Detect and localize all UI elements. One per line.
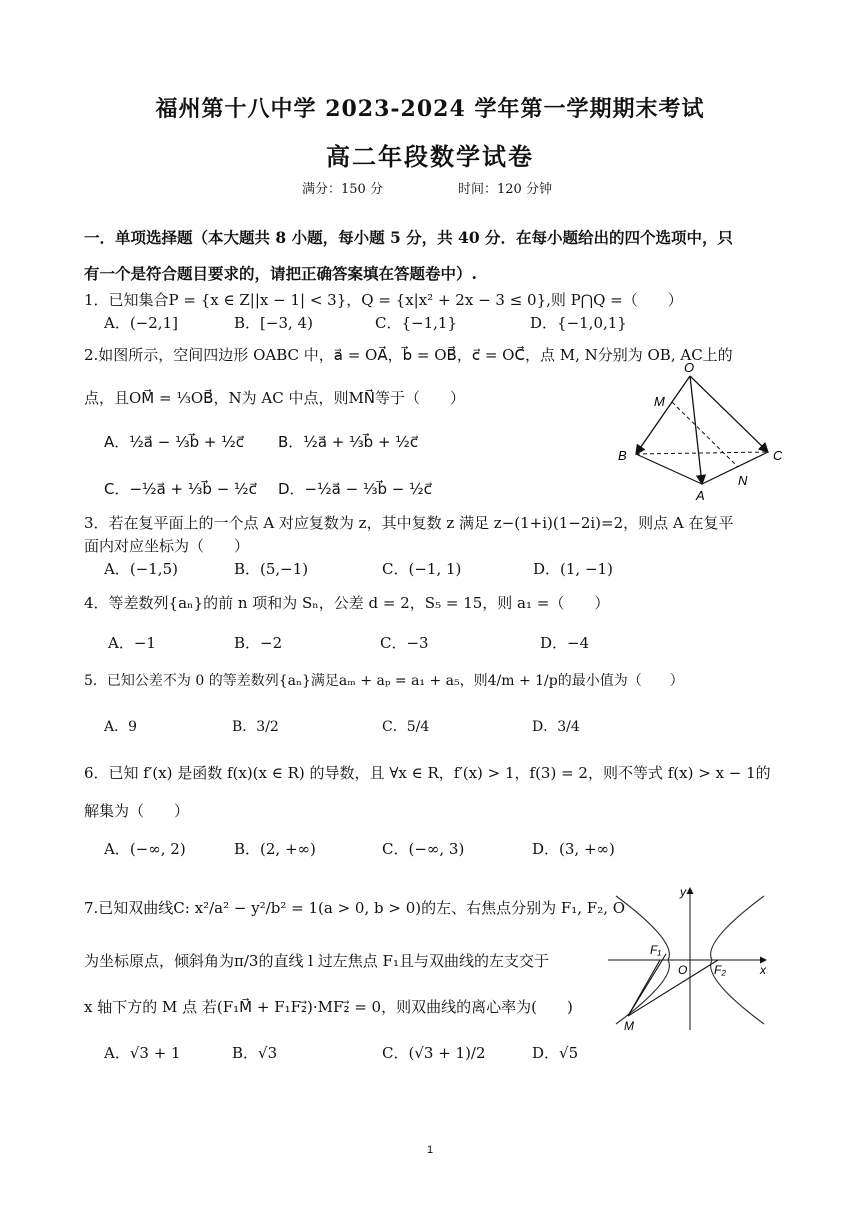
q7-option-d: D．√5 [532, 1044, 579, 1062]
q3-stem-line1: 3．若在复平面上的一个点 A 对应复数为 z，其中复数 z 满足 z−(1+i)(1−2i)=2，则点 A 在复平 [84, 514, 734, 532]
q4-option-a: A．−1 [108, 634, 156, 652]
segment-mf1 [628, 960, 660, 1016]
section-heading-line1: 一．单项选择题（本大题共 8 小题，每小题 5 分，共 40 分．在每小题给出的四个选项中，只 [84, 228, 734, 247]
q4-stem: 4．等差数列{aₙ}的前 n 项和为 Sₙ，公差 d = 2，S₅ = 15，则 a₁ =（ ） [84, 594, 610, 612]
q7-option-c: C．(√3 + 1)/2 [382, 1044, 486, 1062]
q3-option-d: D．(1, −1) [533, 560, 613, 578]
q2-stem-line2: 点，且OM⃗ = ⅓OB⃗，N为 AC 中点，则MN⃗等于（ ） [84, 389, 466, 407]
q3-option-c: C．(−1, 1) [382, 560, 462, 578]
exam-time: 时间：120 分钟 [458, 182, 552, 197]
edge-ac [702, 452, 768, 484]
q5-option-c: C．5/4 [382, 719, 430, 735]
label-x: x [760, 963, 766, 977]
q1-stem: 1．已知集合P = {x ∈ Z||x − 1| < 3}，Q = {x|x² + 2x − 3 ≤ 0},则 P⋂Q =（ ） [84, 291, 683, 309]
page-number: 1 [426, 1144, 434, 1156]
q5-option-d: D．3/4 [532, 719, 580, 735]
exam-subtitle: 高二年段数学试卷 [326, 142, 534, 171]
q6-stem-line2: 解集为（ ） [84, 802, 190, 820]
q5-option-a: A．9 [104, 719, 138, 735]
label-o: O [684, 360, 695, 375]
edge-ob [636, 376, 690, 454]
label-origin: O [678, 963, 688, 977]
full-score: 满分：150 分 [302, 182, 383, 197]
edge-oc [690, 376, 768, 452]
segment-mf2 [628, 960, 718, 1016]
q7-stem-line3: x 轴下方的 M 点 若(F₁M⃗ + F₁F₂⃗)·MF₂⃗ = 0，则双曲线的离心率为( ) [84, 998, 573, 1016]
q2-option-b: B．½a⃗ + ⅓b⃗ + ½c⃗ [278, 433, 419, 451]
label-b: B [618, 448, 627, 463]
label-y: y [680, 885, 686, 899]
label-f1: F₁ [650, 943, 662, 957]
q7-hyperbola-figure [608, 882, 778, 1032]
q1-option-a: A．(−2,1] [104, 314, 178, 332]
q5-option-b: B．3/2 [232, 719, 279, 735]
segment-mn-hidden [672, 402, 738, 467]
q7-option-a: A．√3 + 1 [104, 1044, 181, 1062]
edge-ba [636, 454, 702, 484]
section-heading-line2: 有一个是符合题目要求的，请把正确答案填在答题卷中）. [84, 264, 477, 283]
q2-option-c: C．−½a⃗ + ⅓b⃗ − ½c⃗ [104, 480, 257, 498]
label-f2: F₂ [714, 963, 726, 977]
label-a: A [696, 488, 705, 503]
edge-bc-hidden [636, 452, 768, 454]
q3-option-a: A．(−1,5) [104, 560, 178, 578]
q7-option-b: B．√3 [232, 1044, 278, 1062]
q3-stem-line2: 面内对应坐标为（ ） [84, 537, 250, 555]
label-c: C [773, 448, 783, 463]
q6-option-c: C．(−∞, 3) [382, 840, 465, 858]
edge-oa [690, 376, 702, 484]
q7-stem-line1: 7.已知双曲线C: x²/a² − y²/b² = 1(a > 0, b > 0)的左、右焦点分别为 F₁, F₂, O [84, 899, 626, 917]
q2-tetrahedron-figure [610, 360, 790, 510]
q4-option-d: D．−4 [540, 634, 590, 652]
label-m: M [624, 1019, 634, 1032]
q1-option-b: B．[−3, 4) [234, 314, 313, 332]
exam-title: 福州第十八中学 2023-2024 学年第一学期期末考试 [155, 96, 705, 122]
q2-option-a: A．½a⃗ − ⅓b⃗ + ½c⃗ [104, 433, 245, 451]
q6-stem-line1: 6．已知 f′(x) 是函数 f(x)(x ∈ R) 的导数，且 ∀x ∈ R，f′(x) > 1，f(3) = 2，则不等式 f(x) > x − 1的 [84, 764, 771, 782]
q5-stem: 5．已知公差不为 0 的等差数列{aₙ}满足aₘ + aₚ = a₁ + a₅，则4/m + 1/p的最小值为（ ） [84, 673, 684, 689]
label-n: N [738, 473, 748, 488]
q1-option-c: C．{−1,1} [375, 314, 457, 332]
label-m: M [654, 394, 665, 409]
q4-option-b: B．−2 [234, 634, 283, 652]
q2-option-d: D．−½a⃗ − ⅓b⃗ − ½c⃗ [278, 480, 432, 498]
q4-option-c: C．−3 [380, 634, 429, 652]
q1-option-d: D．{−1,0,1} [530, 314, 627, 332]
q7-stem-line2: 为坐标原点，倾斜角为π/3的直线 l 过左焦点 F₁且与双曲线的左支交于 [84, 952, 549, 970]
q3-option-b: B．(5,−1) [234, 560, 309, 578]
q6-option-d: D．(3, +∞) [532, 840, 615, 858]
q6-option-b: B．(2, +∞) [234, 840, 316, 858]
q6-option-a: A．(−∞, 2) [104, 840, 186, 858]
q2-stem-line1: 2.如图所示，空间四边形 OABC 中，a⃗ = OA⃗，b⃗ = OB⃗，c⃗ = OC⃗，点 M, N分别为 OB, AC上的 [84, 346, 733, 364]
